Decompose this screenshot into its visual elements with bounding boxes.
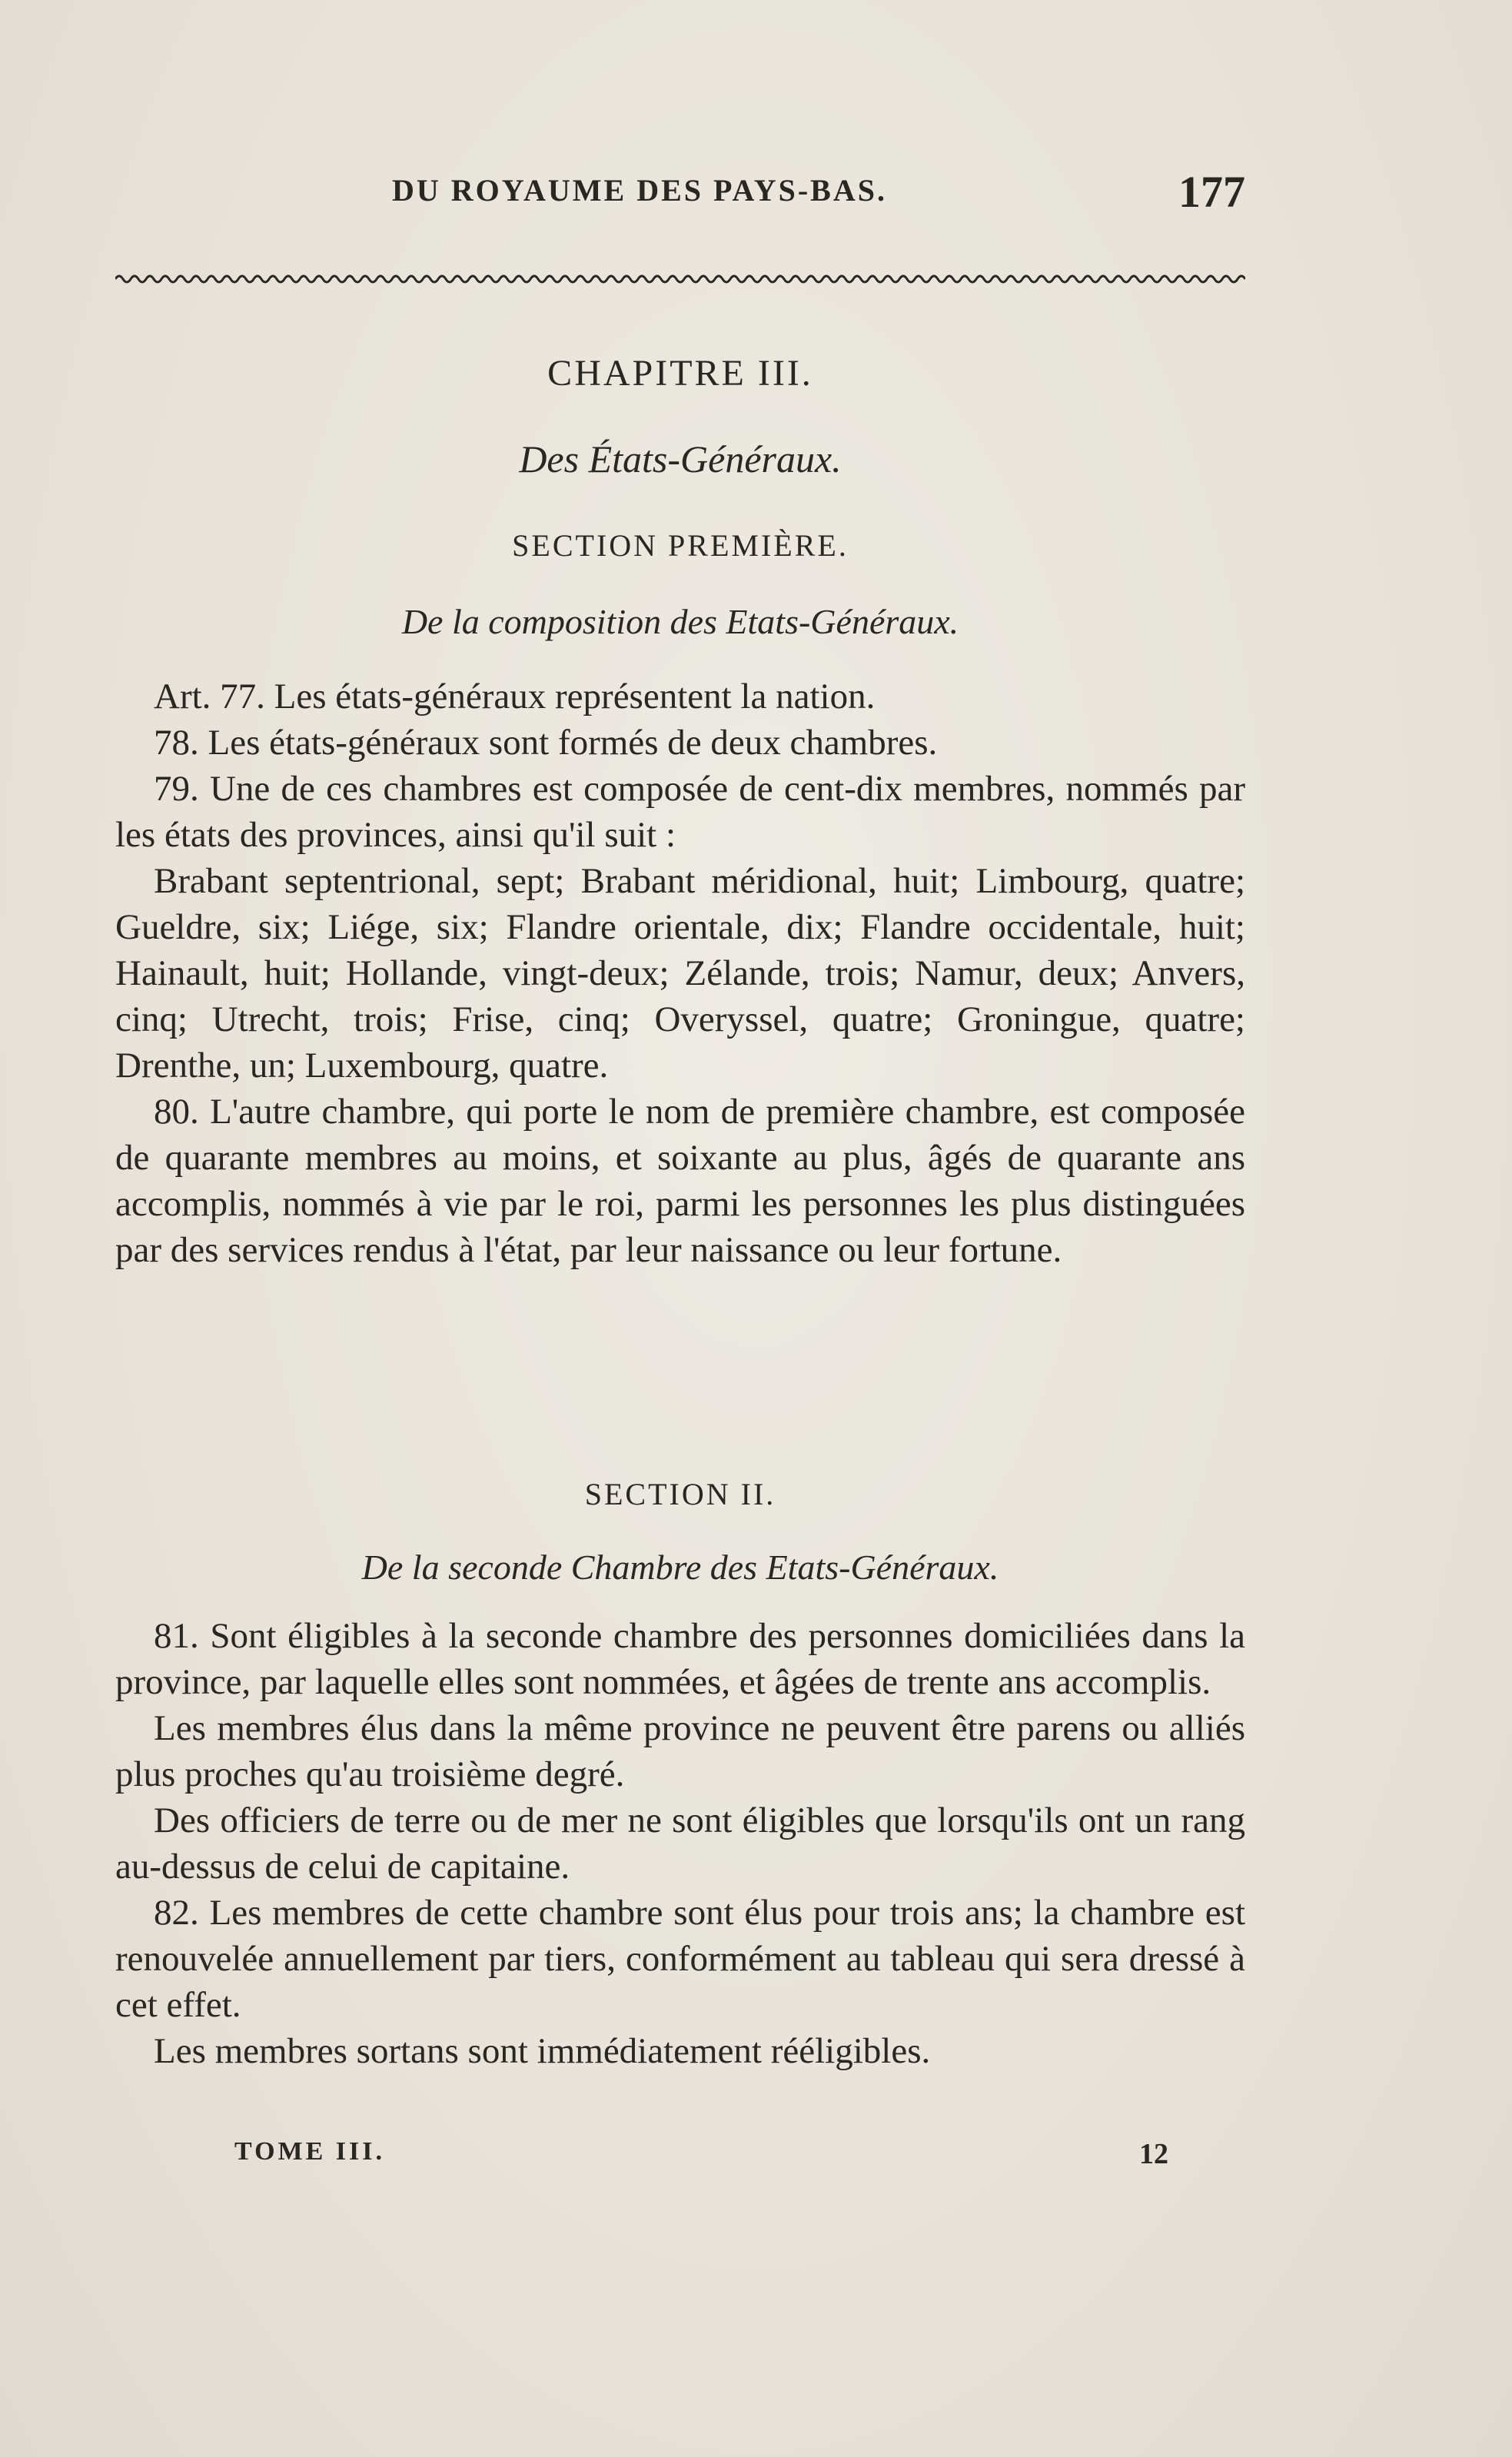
article-79: 79. Une de ces chambres est composée de cent-dix membres, nommés par les états des provinces, ainsi qu'il suit :	[115, 769, 1245, 855]
running-head-title: DU ROYAUME DES PAYS-BAS.	[392, 173, 887, 208]
section-2-body	[115, 1613, 1245, 2074]
article-77: Art. 77. Les états-généraux représentent la nation.	[154, 677, 876, 716]
paragraph-kinship: Les membres élus dans la même province ne peuvent être parens ou alliés plus proches qu'au troisième degré.	[115, 1708, 1245, 1794]
province-list: Brabant septentrional, sept; Brabant méridional, huit; Limbourg, quatre; Gueldre, six; Liége, six; Flandre orientale, dix; Flandre occidentale, huit; Hainault, huit; Hollande, vingt-deux; Zélande, trois; Namur, deux; Anvers, cinq; Utrecht, trois; Frise, cinq; Overyssel, quatre; Groningue, quatre; Drenthe, un; Luxembourg, quatre.	[115, 861, 1245, 1086]
page-footer	[115, 2137, 1245, 2176]
section-1-heading: SECTION PREMIÈRE.	[512, 528, 849, 563]
paragraph-officers: Des officiers de terre ou de mer ne sont éligibles que lorsqu'ils ont un rang au-dessus de celui de capitaine.	[115, 1800, 1245, 1887]
article-82: 82. Les membres de cette chambre sont élus pour trois ans; la chambre est renouvelée annuellement par tiers, conformément au tableau qui sera dressé à cet effet.	[115, 1893, 1245, 2025]
article-81: 81. Sont éligibles à la seconde chambre des personnes domiciliées dans la province, par laquelle elles sont nommées, et âgées de trente ans accomplis.	[115, 1616, 1245, 1702]
article-80: 80. L'autre chambre, qui porte le nom de première chambre, est composée de quarante membres au moins, et soixante au plus, âgés de quarante ans accomplis, nommés à vie par le roi, parmi les personnes les plus distinguées par des services rendus à l'état, par leur naissance ou leur fortune.	[115, 1092, 1245, 1270]
signature-mark: 12	[1139, 2138, 1168, 2170]
volume-mark: TOME III.	[234, 2137, 385, 2166]
section-1-body	[115, 673, 1245, 1273]
section-2-title: De la seconde Chambre des Etats-Généraux.	[361, 1548, 999, 1587]
paragraph-reeligible: Les membres sortans sont immédiatement rééligibles.	[154, 2031, 931, 2071]
ornamental-rule	[115, 271, 1245, 288]
section-2-heading: SECTION II.	[584, 1477, 776, 1511]
chapter-title: Des États-Généraux.	[519, 437, 842, 480]
running-head	[115, 167, 1245, 218]
chapter-heading: CHAPITRE III.	[547, 353, 813, 394]
article-78: 78. Les états-généraux sont formés de deux chambres.	[154, 723, 938, 763]
page-number: 177	[1178, 167, 1245, 217]
section-1-title: De la composition des Etats-Généraux.	[401, 602, 959, 641]
